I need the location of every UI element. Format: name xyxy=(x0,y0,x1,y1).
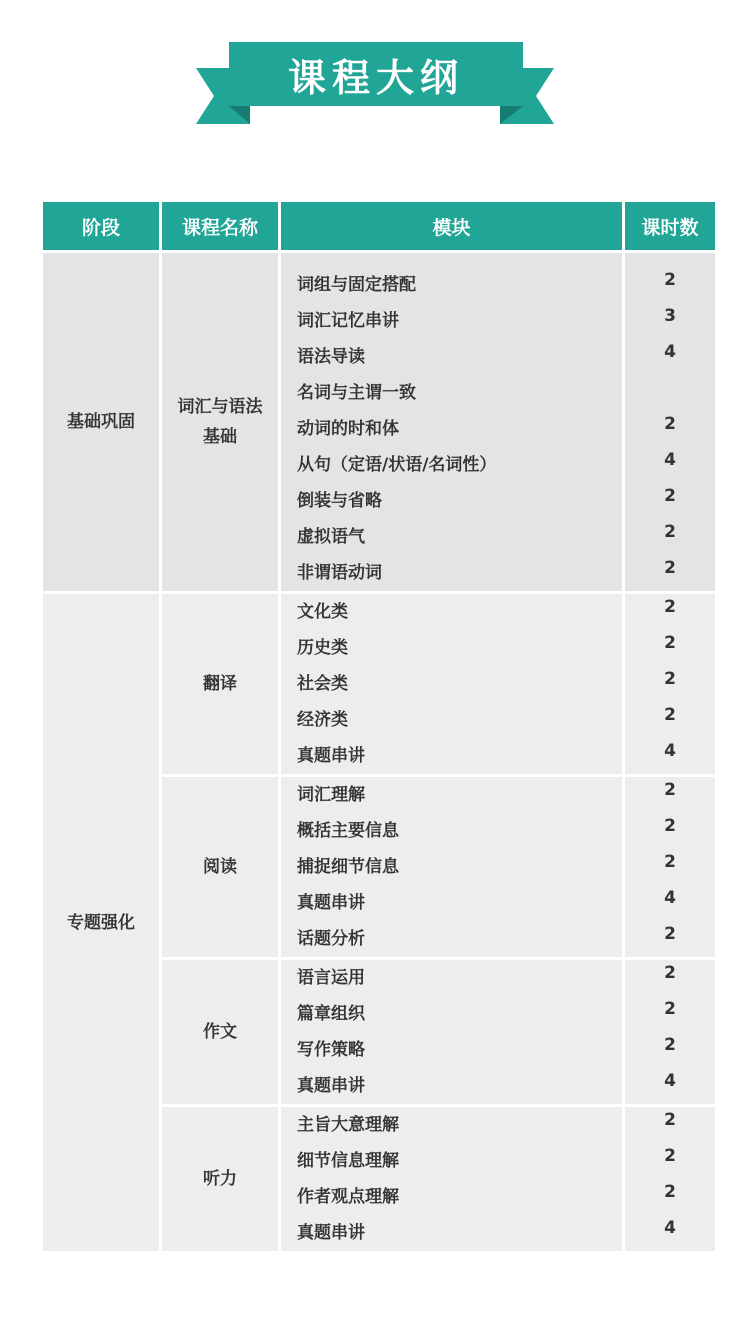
module-item: 语言运用 xyxy=(297,968,365,988)
page-title: 课程大纲 xyxy=(287,55,464,100)
hours-cell xyxy=(625,1107,715,1251)
hours-value: 2 xyxy=(664,414,676,434)
header-hours: 课时数 xyxy=(625,202,715,250)
header-stage: 阶段 xyxy=(43,202,159,250)
module-cell xyxy=(281,960,622,1104)
hours-cell xyxy=(625,594,715,774)
course-name-cell: 翻译 xyxy=(162,594,278,774)
hours-value: 2 xyxy=(664,669,676,689)
module-item: 话题分析 xyxy=(297,929,365,949)
module-item: 词组与固定搭配 xyxy=(297,275,416,295)
hours-value: 4 xyxy=(664,741,676,761)
module-item: 写作策略 xyxy=(297,1040,365,1060)
module-item: 作者观点理解 xyxy=(297,1187,399,1207)
module-item: 历史类 xyxy=(297,638,348,658)
hours-value: 2 xyxy=(664,924,676,944)
module-item: 捕捉细节信息 xyxy=(297,857,399,877)
stage-name-cell: 基础巩固 xyxy=(43,253,159,591)
hours-value: 2 xyxy=(664,1182,676,1202)
module-item: 词汇记忆串讲 xyxy=(297,311,399,331)
module-item: 真题串讲 xyxy=(297,1076,365,1096)
module-item: 虚拟语气 xyxy=(297,527,365,547)
module-item: 非谓语动词 xyxy=(297,563,382,583)
hours-value: 3 xyxy=(664,306,676,326)
module-item: 词汇理解 xyxy=(297,785,365,805)
course-name-cell: 阅读 xyxy=(162,777,278,957)
module-item: 主旨大意理解 xyxy=(297,1115,399,1135)
hours-value: 2 xyxy=(664,558,676,578)
module-item: 从句（定语/状语/名词性） xyxy=(297,455,497,475)
module-item: 篇章组织 xyxy=(297,1004,365,1024)
hours-value xyxy=(625,375,715,411)
hours-value: 2 xyxy=(664,963,676,983)
course-name-cell: 听力 xyxy=(162,1107,278,1251)
hours-value: 2 xyxy=(664,270,676,290)
module-item: 真题串讲 xyxy=(297,746,365,766)
course-name-cell: 作文 xyxy=(162,960,278,1104)
hours-cell xyxy=(625,253,715,591)
module-item: 概括主要信息 xyxy=(297,821,399,841)
hours-value: 2 xyxy=(664,705,676,725)
module-item: 文化类 xyxy=(297,602,348,622)
module-cell xyxy=(281,777,622,957)
module-item: 细节信息理解 xyxy=(297,1151,399,1171)
hours-cell xyxy=(625,777,715,957)
hours-value: 2 xyxy=(664,816,676,836)
module-item: 真题串讲 xyxy=(297,893,365,913)
module-item: 经济类 xyxy=(297,710,348,730)
module-item: 倒装与省略 xyxy=(297,491,382,511)
course-name-cell: 词汇与语法 基础 xyxy=(162,253,278,591)
stage-name-cell: 专题强化 xyxy=(43,594,159,1251)
module-item: 社会类 xyxy=(297,674,348,694)
hours-value: 2 xyxy=(664,633,676,653)
header-module: 模块 xyxy=(281,202,622,250)
module-cell xyxy=(281,594,622,774)
hours-value: 2 xyxy=(664,522,676,542)
hours-value: 2 xyxy=(664,1035,676,1055)
hours-value: 2 xyxy=(664,852,676,872)
hours-value: 2 xyxy=(664,780,676,800)
module-item: 真题串讲 xyxy=(297,1223,365,1243)
hours-value: 2 xyxy=(664,1110,676,1130)
module-item: 名词与主谓一致 xyxy=(297,383,416,403)
hours-value: 4 xyxy=(664,888,676,908)
hours-value: 4 xyxy=(664,1071,676,1091)
hours-value: 2 xyxy=(664,486,676,506)
module-cell xyxy=(281,1107,622,1251)
hours-value: 4 xyxy=(664,342,676,362)
hours-value: 2 xyxy=(664,1146,676,1166)
header-course: 课程名称 xyxy=(162,202,278,250)
module-item: 动词的时和体 xyxy=(297,419,399,439)
hours-value: 2 xyxy=(664,597,676,617)
hours-value: 4 xyxy=(664,450,676,470)
hours-value: 2 xyxy=(664,999,676,1019)
hours-value: 4 xyxy=(664,1218,676,1238)
module-cell xyxy=(281,253,622,591)
hours-cell xyxy=(625,960,715,1104)
title-banner xyxy=(0,0,750,140)
module-item: 语法导读 xyxy=(297,347,365,367)
